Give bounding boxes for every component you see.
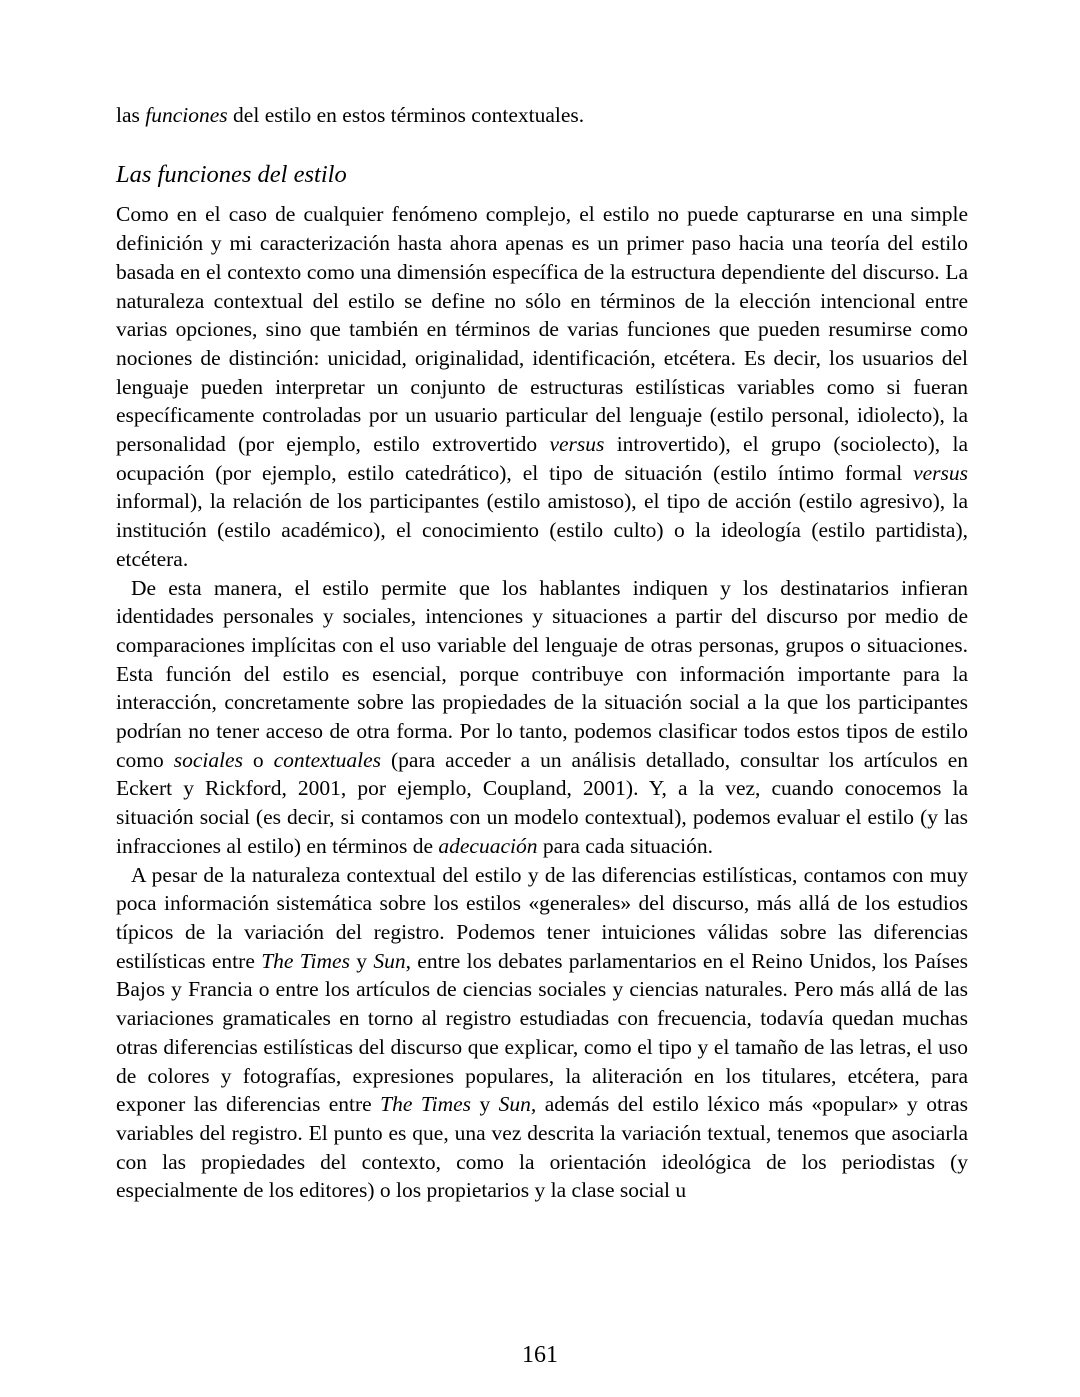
p1-segment-3: informal), la relación de los participantes (estilo amistoso), el tipo de acción (estilo agresivo), la institución (estilo académico), el conocimiento (estilo culto) o la ideología (estilo partidista), etcétera. [116, 489, 968, 571]
p3-segment-5: además del estilo léxico más «popular» y otras variables del registro. El punto es que, una vez descrita la variación textual, tenemos que asociarla con las propiedades del contexto, como la orientación ideológica de los periodistas (y especialmente de los editores) o los propietarios y la clase social u [116, 1092, 969, 1203]
p3-italic-sun-2: Sun, [498, 1092, 537, 1117]
p2-segment-3: (para acceder a un análisis detallado, consultar los artículos en Eckert y Rickford, 2001, por ejemplo, Coupland, 2001). Y, a la vez, cuando conocemos la situación social (es decir, si contamos con un modelo contextual), podemos evaluar el estilo (y las infracciones al estilo) en términos de [116, 747, 969, 858]
p3-italic-sun-1: Sun [373, 948, 406, 973]
p2-italic-sociales: sociales [173, 747, 243, 772]
p2-segment-1: De esta manera, el estilo permite que los hablantes indiquen y los destinatarios infieran identidades personales y sociales, intenciones y situaciones a partir del discurso por medio de comparaciones implícitas con el uso variable del lenguaje de otras personas, grupos o situaciones. Esta función del estilo es esencial, porque contribuye con información importante para la interacción, concretamente sobre las propiedades de la situación social a la que los participantes podrían no tener acceso de otra forma. Por lo tanto, podemos clasificar todos estos tipos de estilo como [116, 575, 968, 772]
p1-segment-2: introvertido), el grupo (sociolecto), la ocupación (por ejemplo, estilo catedrático), el tipo de situación (estilo íntimo formal [116, 432, 968, 485]
carryover-segment-2: del estilo en estos términos contextuales. [227, 103, 585, 127]
section-heading: Las funciones del estilo [116, 160, 347, 188]
p3-segment-3: , entre los debates parlamentarios en el Reino Unidos, los Países Bajos y Francia o entre los artículos de ciencias sociales y ciencias naturales. Pero más allá de las variaciones gramaticales en torno al registro estudiadas con frecuencia, todavía quedan muchas otras diferencias estilísticas del discurso que explicar, como el tipo y el tamaño de las letras, el uso de colores y fotografías, expresiones populares, la aliteración en los titulares, etcétera, para exponer las diferencias entre [116, 948, 968, 1117]
p1-segment-1: Como en el caso de cualquier fenómeno complejo, el estilo no puede capturarse en una simple definición y mi caracterización hasta ahora apenas es un primer paso hacia una teoría del estilo basada en el contexto como una dimensión específica de la estructura dependiente del discurso. La naturaleza contextual del estilo se define no sólo en términos de la elección intencional entre varias opciones, sino que también en términos de varias funciones que pueden resumirse como nociones de distinción: unicidad, originalidad, identificación, etcétera. Es decir, los usuarios del lenguaje pueden interpretar un conjunto de estructuras estilísticas variables como si fueran específicamente controladas por un usuario particular del lenguaje (estilo personal, idiolecto), la personalidad (por ejemplo, estilo extrovertido [116, 202, 968, 457]
heading-top-spacer [116, 130, 968, 161]
p3-segment-2: y [349, 948, 374, 973]
p1-italic-versus-2: versus [913, 460, 968, 485]
paragraph-2 [116, 574, 968, 861]
p3-segment-4: y [471, 1092, 499, 1117]
p2-italic-contextuales: contextuales [273, 747, 382, 772]
paragraph-1 [116, 200, 968, 573]
p3-italic-the-times-2: The Times [380, 1092, 472, 1117]
page-number: 161 [522, 1342, 558, 1368]
text-column [116, 101, 968, 1205]
carryover-line [116, 101, 968, 130]
p1-italic-versus-1: versus [549, 432, 605, 457]
p3-italic-the-times-1: The Times [261, 948, 350, 973]
p2-segment-4: para cada situación. [537, 833, 713, 858]
heading-bottom-spacer [116, 189, 968, 200]
p2-italic-adecuacion: adecuación [438, 833, 538, 858]
p3-segment-1: A pesar de la naturaleza contextual del estilo y de las diferencias estilísticas, contamos con muy poca información sistemática sobre los estilos «generales» del discurso, más allá de los estudios típicos de la variación del registro. Podemos tener intuiciones válidas sobre las diferencias estilísticas entre [116, 862, 968, 973]
carryover-italic-funciones: funciones [145, 103, 228, 127]
carryover-segment-1: las [116, 103, 146, 127]
p2-segment-2: o [242, 747, 274, 772]
paragraph-3 [116, 861, 968, 1205]
